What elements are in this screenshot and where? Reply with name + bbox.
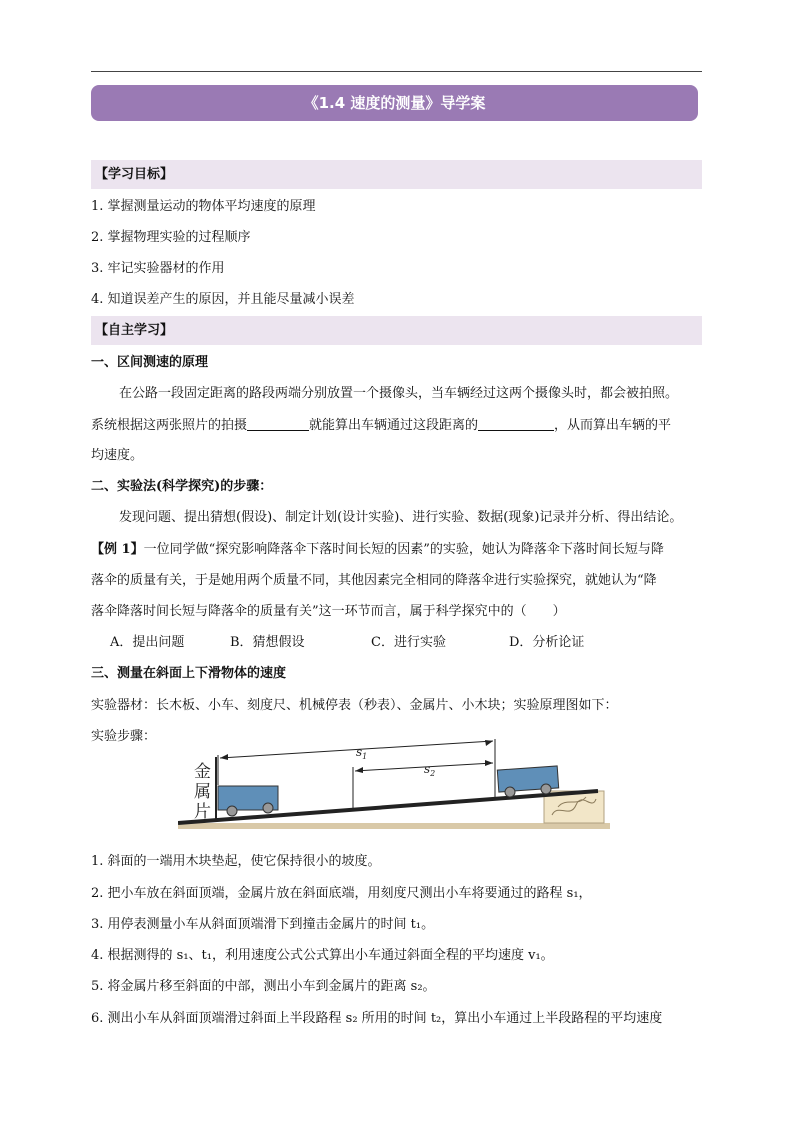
part1-paragraph-line2 bbox=[91, 416, 702, 435]
part1-heading: 一、区间测速的原理 bbox=[91, 355, 209, 370]
header-rule bbox=[91, 71, 702, 72]
metal-plate-label-1: 金 bbox=[194, 762, 211, 782]
metal-plate-label-3: 片 bbox=[194, 802, 211, 822]
step-4: 4. 根据测得的 s₁、t₁，利用速度公式公式算出小车通过斜面全程的平均速度 v₁。 bbox=[91, 948, 554, 963]
incline-experiment-figure bbox=[178, 735, 610, 835]
part1-paragraph-line1: 在公路一段固定距离的路段两端分别放置一个摄像头，当车辆经过这两个摄像头时，都会被拍照。 bbox=[119, 386, 679, 401]
part2-heading: 二、实验法(科学探究)的步骤： bbox=[91, 479, 273, 494]
step-1: 1. 斜面的一端用木块垫起，使它保持很小的坡度。 bbox=[91, 854, 381, 869]
steps-label: 实验步骤： bbox=[91, 729, 157, 744]
step-5: 5. 将金属片移至斜面的中部，测出小车到金属片的距离 s₂。 bbox=[91, 979, 436, 994]
cart-bottom bbox=[218, 786, 278, 816]
metal-plate-label-2: 属 bbox=[194, 782, 211, 802]
cart-top bbox=[497, 766, 558, 797]
goal-item-3: 3. 牢记实验器材的作用 bbox=[91, 261, 225, 276]
example-line2: 落伞的质量有关，于是她用两个质量不同，其他因素完全相同的降落伞进行实验探究，就她认为“降 bbox=[91, 573, 657, 588]
step-3: 3. 用停表测量小车从斜面顶端滑下到撞击金属片的时间 t₁。 bbox=[91, 917, 435, 932]
s2-label: $s_2$ bbox=[424, 762, 436, 778]
example-tag: 【例 1】 bbox=[91, 542, 144, 557]
s1-label: $s_1$ bbox=[356, 745, 368, 761]
materials-line: 实验器材：长木板、小车、刻度尺、机械停表（秒表）、金属片、小木块；实验原理图如下： bbox=[91, 698, 618, 713]
part1-line2-text-a: 系统根据这两张照片的拍摄 bbox=[91, 418, 248, 433]
choice-a[interactable]: A．提出问题 bbox=[110, 635, 185, 650]
fill-blank-1[interactable] bbox=[247, 416, 309, 431]
choice-c[interactable]: C．进行实验 bbox=[371, 635, 446, 650]
step-2: 2. 把小车放在斜面顶端，金属片放在斜面底端，用刻度尺测出小车将要通过的路程 s₁， bbox=[91, 886, 592, 901]
example-line1 bbox=[91, 541, 702, 559]
page-title: 《1.4 速度的测量》导学案 bbox=[91, 85, 698, 121]
fill-blank-2[interactable] bbox=[478, 416, 554, 431]
part3-heading: 三、测量在斜面上下滑物体的速度 bbox=[91, 666, 287, 681]
section-heading-goals: 【学习目标】 bbox=[91, 160, 702, 189]
goal-item-2: 2. 掌握物理实验的过程顺序 bbox=[91, 230, 251, 245]
section-heading-self-study: 【自主学习】 bbox=[91, 316, 702, 345]
part1-line2-text-c: ，从而算出车辆的平 bbox=[554, 418, 672, 433]
choice-b[interactable]: B．猜想假设 bbox=[230, 635, 305, 650]
goal-item-1: 1. 掌握测量运动的物体平均速度的原理 bbox=[91, 199, 316, 214]
part1-line2-text-b: 就能算出车辆通过这段距离的 bbox=[309, 418, 479, 433]
example-line3: 落伞降落时间长短与降落伞的质量有关”这一环节而言，属于科学探究中的（ ） bbox=[91, 604, 566, 619]
part2-paragraph: 发现问题、提出猜想(假设)、制定计划(设计实验)、进行实验、数据(现象)记录并分析、得出结论。 bbox=[119, 510, 683, 525]
goal-item-4: 4. 知道误差产生的原因，并且能尽量减小误差 bbox=[91, 292, 355, 307]
choice-d[interactable]: D．分析论证 bbox=[509, 635, 585, 650]
part1-paragraph-line3: 均速度。 bbox=[91, 448, 144, 463]
example-text-1: 一位同学做“探究影响降落伞下落时间长短的因素”的实验，她认为降落伞下落时间长短与降 bbox=[143, 542, 664, 557]
step-6: 6. 测出小车从斜面顶端滑过斜面上半段路程 s₂ 所用的时间 t₂，算出小车通过上半段路程的平均速度 bbox=[91, 1011, 663, 1026]
